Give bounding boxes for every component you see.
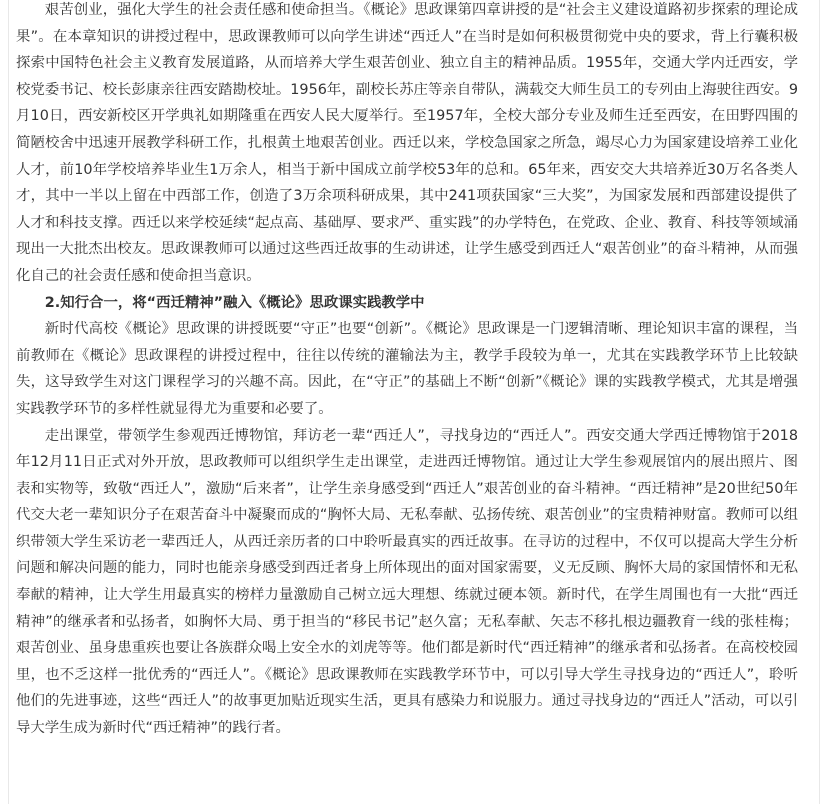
paragraph-museum-visit: 走出课堂，带领学生参观西迁博物馆，拜访老一辈“西迁人”，寻找身边的“西迁人”。西安交通大学西迁博物馆于2018年12月11日正式对外开放，思政教师可以组织学生走出课堂，走进西迁博物馆。通过让大学生参观展馆内的展出照片、图表和实物等，致敬“西迁人”，激励“后来者”，让学生亲身感受到“西迁人”艰苦创业的奋斗精神。“西迁精神”是20世纪50年代交大老一辈知识分子在艰苦奋斗中凝聚而成的“胸怀大局、无私奉献、弘扬传统、艰苦创业”的宝贵精神财富。教师可以组织带领大学生采访老一辈西迁人，从西迁亲历者的口中聆听最真实的西迁故事。在寻访的过程中，不仅可以提高大学生分析问题和解决问题的能力，同时也能亲身感受到西迁者身上所体现出的面对国家需要，义无反顾、胸怀大局的家国情怀和无私奉献的精神，让大学生用最真实的榜样力量激励自己树立远大理想、练就过硬本领。新时代，在学生周围也有一大批“西迁精神”的继承者和弘扬者，如胸怀大局、勇于担当的“移民书记”赵久富；无私奉献、矢志不移扎根边疆教育一线的张桂梅；艰苦创业、虽身患重疾也要让各族群众喝上安全水的刘虎等等。他们都是新时代“西迁精神”的继承者和弘扬者。在高校校园里，也不乏这样一批优秀的“西迁人”。《概论》思政课教师在实践教学环节中，可以引导大学生寻找身边的“西迁人”，聆听他们的先进事迹，这些“西迁人”的故事更加贴近现实生活，更具有感染力和说服力。通过寻找身边的“西迁人”活动，可以引导大学生成为新时代“西迁精神”的践行者。: [16, 427, 798, 737]
paragraph-practice-teaching: 新时代高校《概论》思政课的讲授既要“守正”也要“创新”。《概论》思政课是一门逻辑清晰、理论知识丰富的课程，当前教师在《概论》思政课程的讲授过程中，往往以传统的灌输法为主，教学手段较为单一，尤其在实践教学环节上比较缺失，这导致学生对这门课程学习的兴趣不高。因此，在“守正”的基础上不断“创新”《概论》课的实践教学模式，尤其是增强实践教学环节的多样性就显得尤为重要和必要了。: [16, 321, 799, 417]
section-heading-theory-practice: 2.知行合一，将“西迁精神”融入《概论》思政课实践教学中: [44, 294, 425, 311]
paragraph-hardship-entrepreneurship: 艰苦创业，强化大学生的社会责任感和使命担当。《概论》思政课第四章讲授的是“社会主义建设道路初步探索的理论成果”。在本章知识的讲授过程中，思政课教师可以向学生讲述“西迁人”在当时是如何积极贯彻党中央的要求，背上行囊积极探索中国特色社会主义教育发展道路，从而培养大学生艰苦创业、独立自主的精神品质。1955年，交通大学内迁西安，学校党委书记、校长彭康亲往西安踏勘校址。1956年，副校长苏庄等亲自带队，满载交大师生员工的专列由上海驶往西安。9月10日，西安新校区开学典礼如期隆重在西安人民大厦举行。至1957年，全校大部分专业及师生迁至西安，在田野四围的简陋校舍中迅速开展教学科研工作，扎根黄土地艰苦创业。西迁以来，学校急国家之所急，竭尽心力为国家建设培养工业化人才，前10年学校培养毕业生1万余人，相当于新中国成立前学校53年的总和。65年来，西安交大共培养近30万名各类人才，其中一半以上留在中西部工作，创造了3万余项科研成果，其中241项获国家“三大奖”，为国家发展和西部建设提供了人才和科技支撑。西迁以来学校延续“起点高、基础厚、要求严、重实践”的办学特色，在党政、企业、教育、科技等领域涌现出一大批杰出校友。思政课教师可以通过这些西迁故事的生动讲述，让学生感受到西迁人“艰苦创业”的奋斗精神，从而强化自己的社会责任感和使命担当意识。: [16, 2, 798, 284]
article-body: [16, 0, 798, 742]
